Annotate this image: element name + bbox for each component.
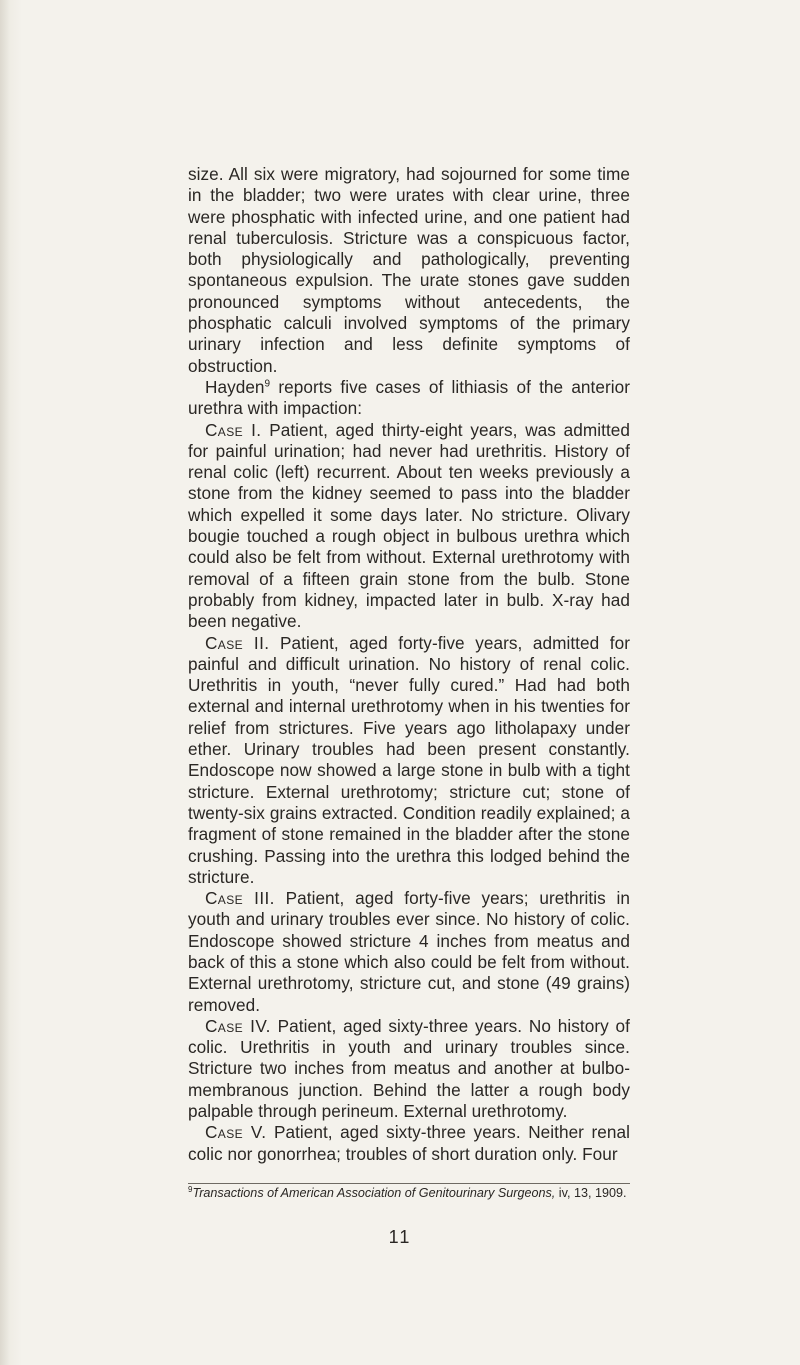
paragraph-case-3 — [188, 888, 630, 1016]
case-label: Case IV. — [205, 1015, 271, 1036]
case-text: Patient, aged thirty-eight years, was admitted for painful urination; had never had urethritis. History of renal colic (left) recurrent. About ten weeks previously a stone from the kidney seemed to pass into the bladder which expelled it some days later. No stricture. Olivary bougie touched a rough object in bulbous urethra which could also be felt from without. External urethrotomy with removal of a fifteen grain stone from the bulb. Stone probably from kidney, impacted later in bulb. X-ray had been negative. — [188, 419, 630, 632]
footnote-citation: iv, 13, 1909. — [555, 1186, 627, 1200]
case-text: Patient, aged sixty-three years. No history of colic. Urethritis in youth and urinary troubles since. Stricture two inches from meatus and another at bulbo-membranous junction. Behind the latter a rough body palpable through perineum. External urethrotomy. — [188, 1015, 630, 1122]
case-label: Case III. — [205, 888, 275, 909]
case-label: Case I. — [205, 419, 262, 440]
footnote-journal: Transactions of American Association of Genitourinary Surgeons, — [192, 1186, 556, 1200]
footnote-mark: 9 — [188, 1184, 193, 1194]
case-text: Patient, aged forty-five years; urethritis in youth and urinary troubles ever since. No history of colic. Endoscope showed stricture 4 inches from meatus and back of this a stone which also could be felt from without. External urethrotomy, stricture cut, and stone (49 grains) removed. — [188, 888, 630, 1015]
paragraph-hayden-text: reports five cases of lithiasis of the anterior urethra with impaction: — [188, 376, 630, 419]
body-text — [188, 164, 630, 1165]
case-label: Case V. — [205, 1122, 267, 1143]
footnote — [188, 1185, 630, 1201]
paragraph-case-4 — [188, 1016, 630, 1122]
case-text: Patient, aged sixty-three years. Neither renal colic nor gonorrhea; troubles of short duration only. Four — [188, 1122, 630, 1164]
footnote-divider — [188, 1183, 630, 1184]
paragraph-hayden — [188, 377, 630, 420]
page-number: 11 — [388, 1227, 412, 1247]
paragraph-case-5 — [188, 1122, 630, 1165]
author-name: Hayden — [205, 376, 265, 397]
case-text: Patient, aged forty-five years, admitted for painful and difficult urination. No history of renal colic. Urethritis in youth, “never fully cured.” Had had both external and internal urethrotomy when in his twenties for relief from strictures. Five years ago litholapaxy under ether. Urinary troubles had been present constantly. Endoscope now showed a large stone in bulb with a tight stricture. External urethrotomy; stricture cut; stone of twenty-six grains extracted. Condition readily explained; a fragment of stone remained in the bladder after the stone crushing. Passing into the urethra this lodged behind the stricture. — [188, 632, 630, 887]
paragraph-intro: size. All six were migratory, had sojourned for some time in the bladder; two were urates with clear urine, three were phosphatic with infected urine, and one patient had renal tuberculosis. Stricture was a conspicuous factor, both physiologically and pathologically, preventing spontaneous expulsion. The urate stones gave sudden pronounced symptoms without antecedents, the phosphatic calculi involved symptoms of the primary urinary infection and less definite symptoms of obstruction. — [188, 164, 630, 376]
paragraph-case-2 — [188, 633, 630, 889]
paragraph-case-1 — [188, 420, 630, 633]
footnote-reference: 9 — [264, 378, 271, 390]
case-label: Case II. — [205, 632, 270, 653]
